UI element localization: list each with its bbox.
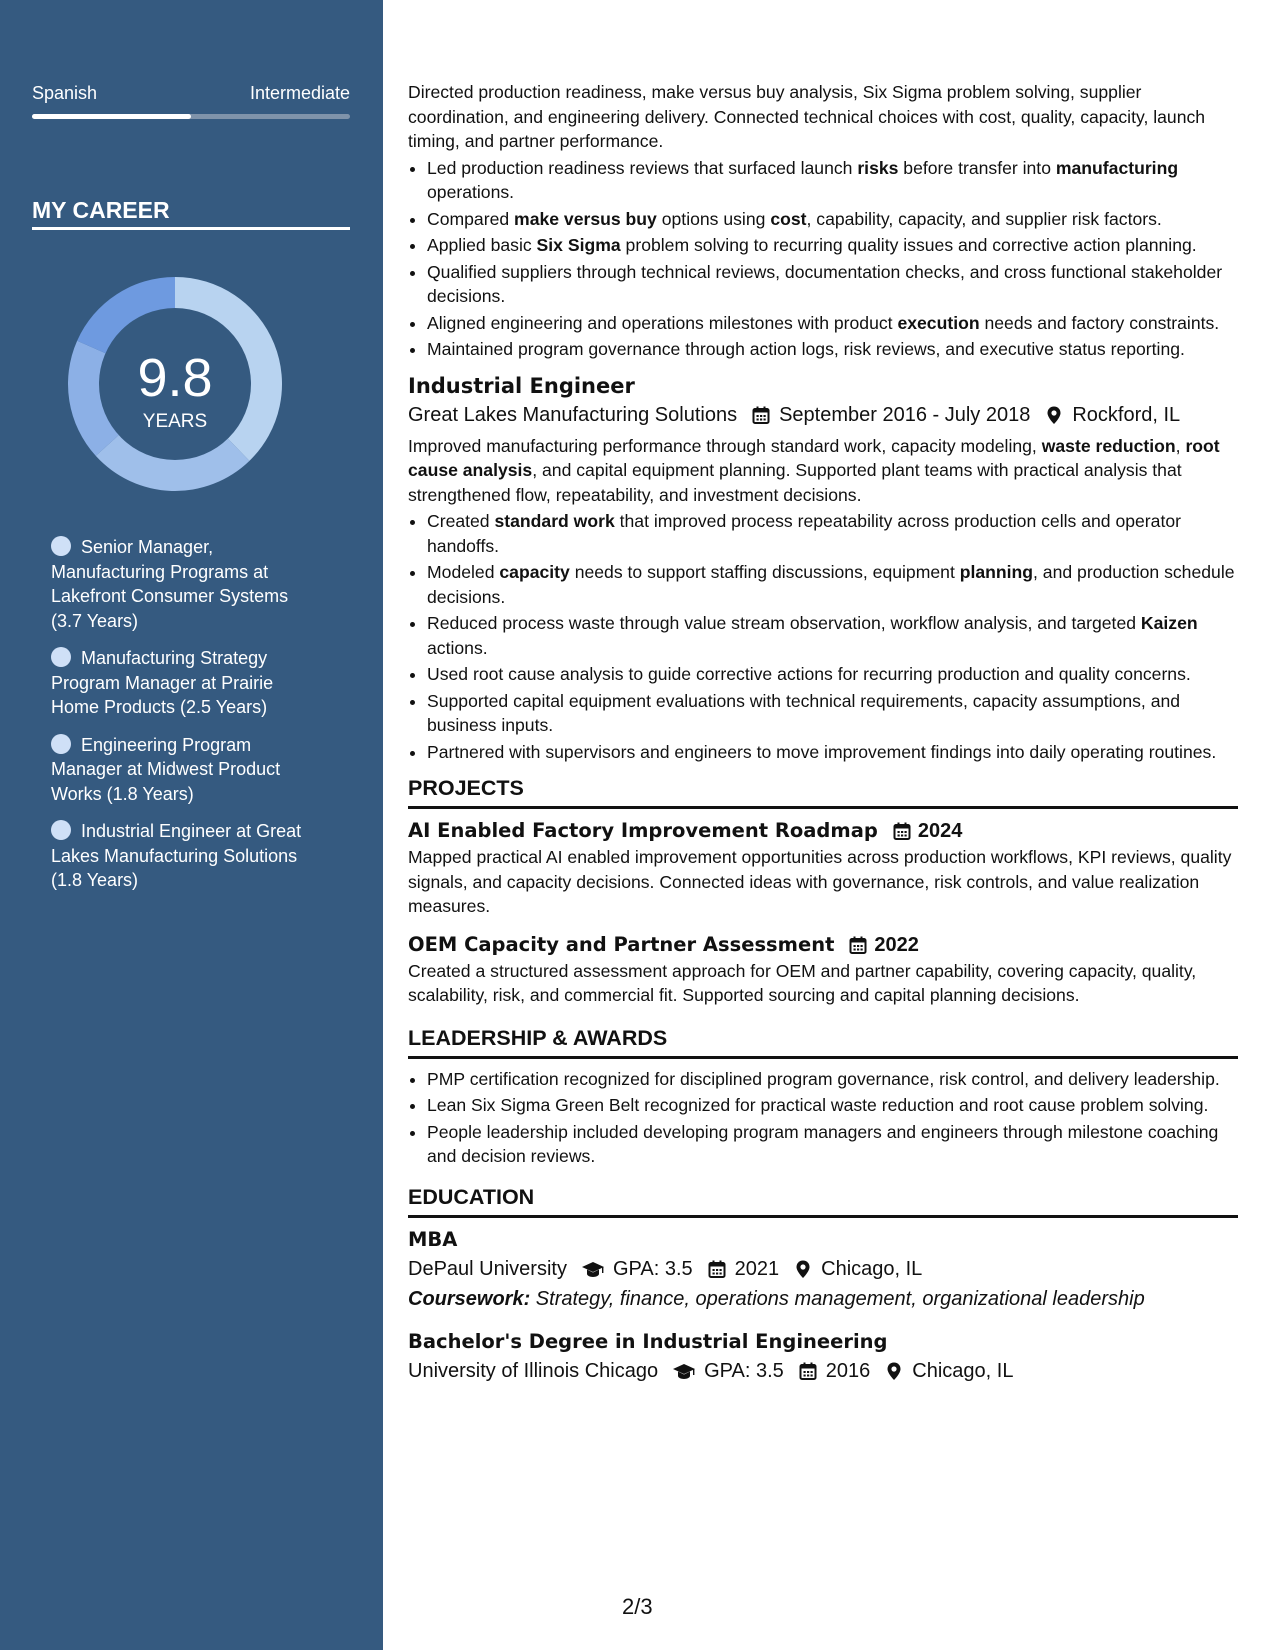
school-name: DePaul University (408, 1257, 567, 1280)
bold-keyword: root cause analysis (408, 435, 1220, 480)
project-description: Created a structured assessment approach for OEM and partner capability, covering capacity, quality, scalability, risk, and commercial fit. Supported sourcing and capital planning decisions. (408, 960, 1197, 1005)
sidebar (0, 0, 383, 1650)
award-item: • Lean Six Sigma Green Belt recognized for practical waste reduction and root cause problem solving. (427, 1093, 1238, 1118)
career-title-rule (32, 227, 350, 230)
prev-job-summary: Directed production readiness, make versus buy analysis, Six Sigma problem solving, supplier coordination, and engineering delivery. Connected technical choices with cost, quality, capacity, launch timing, and partner performance. (408, 82, 1206, 151)
project-item (408, 817, 1238, 919)
bold-keyword: execution (897, 312, 980, 333)
calendar-icon (798, 1361, 818, 1381)
career-item (51, 819, 321, 893)
job-dates: September 2016 - July 2018 (779, 403, 1031, 426)
job-bullet (427, 662, 1238, 687)
bold-keyword: cost (770, 208, 807, 229)
donut-years-label: YEARS (142, 411, 208, 432)
language-level: Intermediate (249, 83, 350, 103)
text-run: Aligned engineering and operations milestones with product (427, 312, 898, 333)
coursework (408, 1284, 1238, 1314)
location-pin-icon (884, 1361, 904, 1381)
job-location: Rockford, IL (1072, 403, 1181, 426)
text-run: , (1175, 435, 1186, 456)
projects-heading: PROJECTS (408, 774, 1238, 809)
job-bullet (427, 740, 1238, 765)
project-year: 2024 (917, 820, 963, 842)
graduation-cap-icon (581, 1259, 605, 1279)
job-company: Great Lakes Manufacturing Solutions (408, 403, 738, 426)
career-item-dot (51, 734, 71, 754)
donut-total-years: 9.8 (137, 348, 213, 408)
bold-keyword: manufacturing (1055, 157, 1179, 178)
calendar-icon (892, 821, 912, 841)
education-heading: EDUCATION (408, 1183, 1238, 1218)
career-item-dot (51, 536, 71, 556)
career-item (51, 733, 321, 807)
graduation-year: 2016 (825, 1359, 871, 1382)
text-run: Created (427, 511, 495, 531)
job-title: Industrial Engineer (408, 373, 635, 398)
text-run: problem solving to recurring quality issues and corrective action planning. (620, 235, 1197, 255)
bold-keyword: capacity (499, 562, 570, 582)
page-number: 2/3 (622, 1594, 653, 1619)
school-name: University of Illinois Chicago (408, 1359, 659, 1382)
gpa: GPA: 3.5 (704, 1359, 784, 1382)
bold-keyword: risks (857, 157, 899, 178)
awards-heading: LEADERSHIP & AWARDS (408, 1024, 1238, 1059)
text-run: , capability, capacity, and supplier risk factors. (806, 208, 1162, 229)
text-run: , and production schedule decisions. (427, 562, 1235, 607)
text-run: Maintained program governance through action logs, risk reviews, and executive status reporting. (427, 339, 1185, 359)
bold-keyword: Six Sigma (536, 235, 621, 255)
career-section-title: MY CAREER (32, 197, 170, 223)
job-bullet (427, 509, 1238, 558)
school-location: Chicago, IL (821, 1257, 923, 1280)
prev-job-bullet (427, 337, 1238, 362)
text-run: options using (656, 208, 771, 229)
bold-keyword: waste reduction (1041, 435, 1176, 456)
text-run: Applied basic (427, 235, 537, 255)
text-run: Partnered with supervisors and engineers to move improvement findings into daily operating routines. (427, 741, 1217, 762)
career-item (51, 535, 321, 633)
bold-keyword: Kaizen (1140, 613, 1198, 633)
calendar-icon (848, 935, 868, 955)
career-item (51, 646, 321, 720)
prev-job-bullets (408, 156, 1238, 362)
text-run: that improved process repeatability across production cells and operator handoffs. (427, 511, 1181, 556)
career-years-donut (63, 272, 287, 496)
career-list (51, 535, 321, 906)
career-item-text: Senior Manager, Manufacturing Programs at Lakefront Consumer Systems (3.7 Years) (51, 537, 289, 631)
text-run: operations. (427, 182, 515, 202)
prev-job-bullet (427, 233, 1238, 258)
job-bullets (408, 509, 1238, 764)
text-run: needs to support staffing discussions, equipment (569, 562, 960, 582)
career-item-text: Engineering Program Manager at Midwest Product Works (1.8 Years) (51, 734, 281, 804)
graduation-cap-icon (672, 1361, 696, 1381)
project-item (408, 931, 1238, 1008)
text-run: Modeled (427, 562, 500, 582)
bold-keyword: standard work (494, 511, 615, 531)
language-level-bar (32, 114, 350, 119)
text-run: actions. (427, 637, 488, 658)
bold-keyword: planning (959, 562, 1034, 582)
text-run: Used root cause analysis to guide corrective actions for recurring production and quality concerns. (427, 664, 1191, 684)
job-bullet (427, 689, 1238, 738)
text-run: needs and factory constraints. (979, 312, 1220, 333)
coursework-label: Coursework: (408, 1287, 531, 1310)
career-item-text: Industrial Engineer at Great Lakes Manufacturing Solutions (1.8 Years) (51, 821, 302, 890)
bold-keyword: make versus buy (514, 208, 657, 229)
project-description: Mapped practical AI enabled improvement opportunities across production workflows, KPI reviews, quality signals, and capacity decisions. Connected ideas with governance, risk controls, and value realization measures. (408, 847, 1232, 916)
school-location: Chicago, IL (912, 1359, 1014, 1382)
award-item: • People leadership included developing program managers and engineers through milestone coaching and decision reviews. (427, 1120, 1238, 1169)
text-run: Improved manufacturing performance through standard work, capacity modeling, (408, 435, 1042, 456)
prev-job-bullet (427, 260, 1238, 309)
job-meta (408, 400, 1238, 430)
language-name: Spanish (32, 83, 98, 103)
resume-main (408, 80, 1238, 1390)
prev-job-bullet (427, 207, 1238, 232)
text-run: Supported capital equipment evaluations with technical requirements, capacity assumptions, and business inputs. (427, 690, 1181, 735)
text-run: Compared (427, 208, 515, 229)
job-bullet (427, 611, 1238, 660)
text-run: Qualified suppliers through technical reviews, documentation checks, and cross functional stakeholder decisions. (427, 261, 1223, 306)
location-pin-icon (1044, 405, 1064, 425)
coursework-text: Strategy, finance, operations management, organizational leadership (530, 1287, 1145, 1310)
degree-title: Bachelor's Degree in Industrial Engineering (408, 1329, 888, 1353)
award-item: • PMP certification recognized for disciplined program governance, risk control, and delivery leadership. (427, 1067, 1238, 1092)
career-item-dot (51, 820, 71, 840)
text-run: Reduced process waste through value stream observation, workflow analysis, and targeted (427, 613, 1141, 633)
education-meta (408, 1254, 1238, 1284)
gpa: GPA: 3.5 (612, 1257, 693, 1280)
education-item (408, 1328, 1238, 1386)
awards-list (408, 1067, 1238, 1169)
job-summary (408, 434, 1238, 508)
prev-job-bullet (427, 311, 1238, 336)
text-run: Led production readiness reviews that surfaced launch (427, 157, 858, 178)
education-meta (408, 1356, 1238, 1386)
calendar-icon (707, 1259, 727, 1279)
degree-title: MBA (408, 1227, 458, 1251)
education-item (408, 1226, 1238, 1314)
location-pin-icon (793, 1259, 813, 1279)
language-level-fill (32, 114, 191, 119)
prev-job-bullet (427, 156, 1238, 205)
graduation-year: 2021 (734, 1257, 780, 1280)
text-run: , and capital equipment planning. Supported plant teams with practical analysis that strengthened flow, repeatability, and investment decisions. (408, 460, 1182, 505)
language-row (32, 83, 350, 104)
job-bullet (427, 560, 1238, 609)
project-title: OEM Capacity and Partner Assessment (408, 932, 835, 956)
text-run: before transfer into (898, 157, 1056, 178)
career-item-dot (51, 647, 71, 667)
project-title: AI Enabled Factory Improvement Roadmap (408, 819, 878, 842)
career-item-text: Manufacturing Strategy Program Manager at Prairie Home Products (2.5 Years) (51, 648, 274, 717)
project-year: 2022 (874, 933, 919, 956)
calendar-icon (751, 405, 771, 425)
